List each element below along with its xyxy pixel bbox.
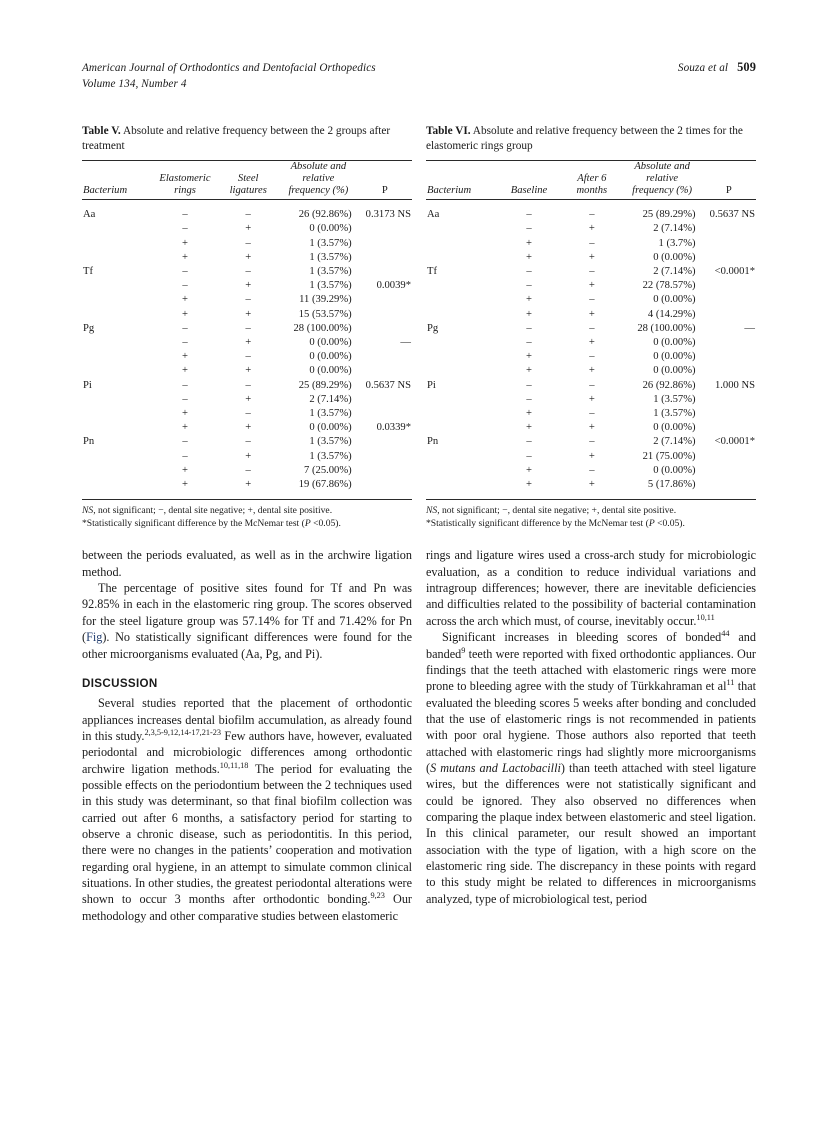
cell-bacterium: Pi — [427, 379, 436, 391]
cell-group-1: – — [526, 337, 532, 349]
paragraph-continuation: between the periods evaluated, as well as in the archwire ligation method. — [82, 548, 412, 579]
cell-bacterium: Pi — [83, 379, 92, 391]
cell-bacterium — [82, 251, 153, 265]
table-row — [82, 364, 412, 378]
cell-frequency: 1 (3.57%) — [309, 280, 352, 292]
th-frequency: Absolute and relative frequency (%) — [623, 161, 702, 200]
cell-group-1: + — [526, 251, 533, 263]
cell-bacterium: Pn — [83, 436, 95, 448]
cell-group-2: – — [245, 464, 251, 476]
th-bacterium: Bacterium — [82, 161, 153, 200]
table-row — [82, 464, 412, 478]
citation-ref[interactable]: 9 — [461, 645, 466, 655]
left-column — [82, 124, 412, 924]
cell-group-2: – — [245, 237, 251, 249]
cell-p-value — [702, 237, 756, 251]
cell-group-2: – — [245, 209, 251, 221]
cell-p-value — [702, 407, 756, 421]
volume-issue: Volume 134, Number 4 — [82, 77, 187, 90]
cell-group-1: + — [153, 478, 218, 500]
cell-p-value — [358, 435, 412, 449]
cell-frequency: 25 (89.29%) — [642, 209, 696, 221]
cell-bacterium — [82, 350, 153, 364]
cell-frequency: 2 (7.14%) — [653, 436, 696, 448]
cell-p-value — [358, 393, 412, 407]
cell-group-1: + — [181, 294, 188, 306]
cell-group-2: – — [245, 436, 251, 448]
cell-frequency: 1 (3.57%) — [309, 237, 352, 249]
cell-bacterium: Aa — [83, 209, 96, 221]
cell-group-1: – — [182, 266, 188, 277]
cell-frequency: 28 (100.00%) — [637, 322, 696, 334]
cell-bacterium — [82, 421, 153, 435]
table-row — [82, 379, 412, 393]
citation-ref[interactable]: 11 — [726, 678, 735, 688]
cell-frequency: 0 (0.00%) — [309, 223, 352, 235]
cell-group-2: + — [588, 308, 595, 320]
cell-bacterium — [82, 222, 153, 236]
cell-group-1: + — [181, 351, 188, 363]
table-row — [82, 322, 412, 336]
cell-p-value: <0.0001* — [714, 266, 755, 277]
cell-p-value: 0.3173 NS — [365, 209, 411, 221]
cell-frequency: 25 (89.29%) — [298, 379, 352, 391]
table-row — [82, 237, 412, 251]
table-row — [82, 350, 412, 364]
table-row — [82, 279, 412, 293]
cell-group-2: + — [588, 422, 595, 434]
cell-p-value: <0.0001* — [714, 436, 755, 448]
cell-bacterium — [82, 279, 153, 293]
cell-group-2: + — [245, 280, 252, 292]
table-row — [426, 478, 756, 500]
cell-group-1: – — [526, 436, 532, 448]
cell-frequency: 5 (17.86%) — [623, 478, 702, 500]
cell-p-value — [358, 478, 412, 500]
article-authors: Souza et al — [677, 62, 729, 74]
journal-title: American Journal of Orthodontics and Dentofacial Orthopedics — [82, 62, 376, 74]
cell-group-1: – — [526, 209, 532, 221]
cell-bacterium — [82, 393, 153, 407]
cell-frequency: 26 (92.86%) — [642, 379, 696, 391]
table-vi-label: Table VI. — [426, 125, 471, 137]
cell-group-2: + — [245, 223, 252, 235]
cell-group-2: + — [588, 223, 595, 235]
cell-bacterium — [82, 464, 153, 478]
cell-frequency: 7 (25.00%) — [304, 464, 352, 476]
th-bacterium: Bacterium — [426, 161, 497, 200]
cell-frequency: 1 (3.57%) — [309, 251, 352, 263]
cell-frequency: 0 (0.00%) — [653, 422, 696, 434]
cell-p-value — [358, 265, 412, 279]
th-group-1: Elastomeric rings — [153, 161, 218, 200]
cell-group-1: + — [181, 251, 188, 263]
cell-frequency: 22 (78.57%) — [642, 280, 696, 292]
table-row — [426, 222, 756, 236]
cell-p-value — [702, 450, 756, 464]
cell-p-value — [702, 350, 756, 364]
table-v-body — [82, 200, 412, 500]
cell-group-2: – — [245, 351, 251, 363]
cell-group-2: – — [245, 294, 251, 306]
cell-bacterium — [426, 407, 497, 421]
cell-bacterium — [426, 293, 497, 307]
cell-p-value — [702, 393, 756, 407]
cell-group-1: – — [182, 322, 188, 334]
table-v-caption — [82, 124, 412, 154]
right-column — [426, 124, 756, 924]
cell-frequency: 1 (3.57%) — [309, 266, 352, 277]
table-vi-footnote: NS, not significant; −, dental site negative; +, dental site positive. *Statistically significant difference by the McNemar test (P <0.05). — [426, 505, 685, 529]
table-row — [82, 308, 412, 322]
cell-p-value — [702, 251, 756, 265]
cell-bacterium — [426, 279, 497, 293]
th-baseline: Baseline — [497, 161, 561, 200]
page-number: 509 — [737, 60, 756, 74]
cell-group-1: – — [182, 280, 188, 292]
th-after-6-months: After 6 months — [561, 161, 623, 200]
cell-group-2: – — [589, 436, 595, 448]
table-row — [426, 364, 756, 378]
cell-group-2: + — [217, 478, 279, 500]
table-row — [82, 222, 412, 236]
paragraph-cross-arch: rings and ligature wires used a cross-arch study for microbiologic evaluation, as a condition to reduce individual variations and intragroup differences; however, there are inevitable deficiencies and difficulties related to the possibility of bacterial contamination across the arch which must, of course, inevitably occur.$^{10,11}$ — [426, 548, 756, 628]
two-column-layout — [82, 124, 756, 924]
cell-group-2: + — [245, 450, 252, 462]
cell-group-1: + — [526, 351, 533, 363]
table-row — [426, 435, 756, 449]
table-row — [426, 407, 756, 421]
cell-p-value: 0.0339* — [376, 422, 411, 434]
cell-group-2: – — [589, 351, 595, 363]
cell-frequency: 1 (3.57%) — [653, 393, 696, 405]
cell-frequency: 19 (67.86%) — [279, 478, 358, 500]
cell-p-value — [358, 251, 412, 265]
cell-bacterium — [426, 308, 497, 322]
cell-bacterium — [426, 421, 497, 435]
table-vi — [426, 160, 756, 500]
cell-frequency: 0 (0.00%) — [653, 337, 696, 349]
cell-frequency: 0 (0.00%) — [653, 351, 696, 363]
table-row — [82, 450, 412, 464]
cell-bacterium — [82, 407, 153, 421]
cell-group-1: + — [526, 422, 533, 434]
cell-frequency: 28 (100.00%) — [293, 322, 352, 334]
cell-group-1: – — [182, 393, 188, 405]
cell-p-value — [358, 222, 412, 236]
table-row — [82, 293, 412, 307]
cell-group-2: – — [589, 408, 595, 420]
cell-group-2: + — [588, 337, 595, 349]
cell-bacterium — [82, 478, 153, 500]
cell-frequency: 2 (7.14%) — [653, 223, 696, 235]
cell-bacterium: Tf — [427, 266, 437, 277]
table-row — [426, 450, 756, 464]
left-body-text — [82, 547, 412, 924]
cell-p-value — [702, 279, 756, 293]
citation-ref[interactable]: 9,23 — [370, 891, 385, 901]
cell-bacterium — [426, 237, 497, 251]
table-v-caption-text: Absolute and relative frequency between the 2 groups after treatment — [82, 125, 391, 153]
cell-frequency: 0 (0.00%) — [309, 351, 352, 363]
cell-p-value: 1.000 NS — [714, 379, 755, 391]
cell-bacterium — [426, 478, 497, 500]
cell-group-1: – — [526, 393, 532, 405]
cell-group-2: + — [245, 251, 252, 263]
cell-bacterium — [426, 364, 497, 378]
cell-frequency: 1 (3.57%) — [309, 450, 352, 462]
cell-bacterium — [426, 336, 497, 350]
table-row — [426, 251, 756, 265]
cell-group-1: + — [526, 408, 533, 420]
cell-group-2: + — [561, 478, 623, 500]
cell-group-1: + — [526, 308, 533, 320]
cell-group-2: – — [589, 322, 595, 334]
cell-group-1: + — [497, 478, 561, 500]
table-v-label: Table V. — [82, 125, 121, 137]
cell-bacterium: Pn — [427, 436, 439, 448]
cell-group-1: + — [181, 365, 188, 377]
cell-p-value — [702, 364, 756, 378]
cell-group-2: + — [588, 251, 595, 263]
paragraph-discussion-1: Several studies reported that the placement of orthodontic appliances increases dental biofilm accumulation, as already found in this study.$^{2,3,5-9,12,14-17,21-23}$ Few authors have, however, evaluated periodontal and microbiologic differences among orthodontic archwire ligation methods.$^{10,11,18}$ The period for evaluating the possible effects on the periodontium between the 2 techniques used in this study was determinant, so that final biofilm collection was carried out after 6 months, a satisfactory period for starting to observe a chronic disease, such as periodontitis. In this period, there were no changes in the patients’ cooperation and motivation regarding oral hygiene, in an attempt to simulate common clinical situations. In other studies, the greatest periodontal alterations were shown to occur 3 months after orthodontic bonding.$^{9,23}$ Our methodology and other comparative studies between elastomeric — [82, 696, 412, 923]
cell-p-value: — — [400, 337, 411, 349]
cell-group-1: + — [526, 237, 533, 249]
cell-group-1: + — [181, 422, 188, 434]
th-frequency: Absolute and relative frequency (%) — [279, 161, 358, 200]
cell-group-2: – — [245, 408, 251, 420]
cell-group-2: + — [245, 308, 252, 320]
cell-bacterium — [82, 293, 153, 307]
paragraph-bleeding-scores: Significant increases in bleeding scores of bonded$^{44}$ and banded$^9$ teeth were reported with fixed orthodontic appliances. Our findings that the teeth attached with elastomeric rings were more prone to bleeding agree with the study of Türkkahraman et $al^{11}$ that evaluated the bleeding scores 5 weeks after bonding and concluded that the use of elastomeric rings is not recommended in patients with poor oral hygiene. Those authors also reported that teeth attached with elastomeric rings had slightly more microorganisms (S mutans and Lactobacilli) than teeth attached with steel ligature wires, but the differences were not statistically significant and could be ignored. They also observed no differences when comparing the plaque index between elastomeric and steel ligation. In this clinical parameter, our result showed an important association with the type of ligation, with a high score on the elastomeric ring side. The discrepancy in these points with regard to this study might be related to differences in microorganisms analyzed, type of microbiological test, period — [426, 629, 756, 906]
cell-group-2: – — [589, 266, 595, 277]
cell-group-1: – — [526, 223, 532, 235]
cell-group-2: + — [588, 365, 595, 377]
cell-group-1: + — [181, 237, 188, 249]
cell-bacterium — [426, 450, 497, 464]
cell-group-1: + — [181, 408, 188, 420]
table-row — [426, 336, 756, 350]
running-head — [82, 60, 756, 91]
cell-frequency: 11 (39.29%) — [299, 294, 352, 306]
cell-group-2: – — [589, 209, 595, 221]
cell-p-value — [702, 464, 756, 478]
cell-p-value — [358, 407, 412, 421]
cell-group-2: – — [589, 379, 595, 391]
table-row — [82, 478, 412, 500]
cell-bacterium — [426, 350, 497, 364]
table-vi-caption-text: Absolute and relative frequency between the 2 times for the elastomeric rings group — [426, 125, 743, 153]
cell-frequency: 26 (92.86%) — [298, 209, 352, 221]
cell-group-2: – — [245, 266, 251, 277]
cell-group-1: – — [182, 209, 188, 221]
cell-p-value — [358, 308, 412, 322]
cell-p-value — [358, 322, 412, 336]
cell-bacterium: Aa — [427, 209, 440, 221]
cell-group-2: + — [245, 422, 252, 434]
table-v-footnote: NS, not significant; −, dental site negative; +, dental site positive. *Statistically significant difference by the McNemar test (P <0.05). — [82, 505, 341, 529]
cell-p-value — [702, 222, 756, 236]
cell-frequency: 21 (75.00%) — [642, 450, 696, 462]
cell-group-1: + — [181, 308, 188, 320]
cell-frequency: 0 (0.00%) — [309, 337, 352, 349]
cell-group-2: – — [245, 322, 251, 334]
cell-group-1: – — [182, 436, 188, 448]
cell-p-value — [702, 293, 756, 307]
th-p-value: P — [702, 161, 756, 200]
cell-p-value — [702, 478, 756, 500]
cell-frequency: 1 (3.57%) — [653, 408, 696, 420]
cell-group-1: + — [526, 464, 533, 476]
cell-bacterium — [426, 393, 497, 407]
table-row — [82, 393, 412, 407]
table-row — [426, 350, 756, 364]
th-p-value: P — [358, 161, 412, 200]
cell-frequency: 0 (0.00%) — [653, 464, 696, 476]
cell-frequency: 4 (14.29%) — [647, 308, 696, 320]
cell-p-value: — — [744, 322, 755, 334]
table-row — [426, 379, 756, 393]
cell-p-value — [358, 450, 412, 464]
citation-ref[interactable]: 44 — [721, 629, 730, 639]
cell-group-1: – — [182, 337, 188, 349]
cell-bacterium — [82, 308, 153, 322]
table-row — [426, 265, 756, 279]
cell-p-value — [358, 293, 412, 307]
cell-p-value: 0.0039* — [376, 280, 411, 292]
table-row — [82, 407, 412, 421]
cell-group-2: + — [588, 393, 595, 405]
cell-p-value: 0.5637 NS — [365, 379, 411, 391]
table-row — [426, 421, 756, 435]
cell-p-value — [702, 336, 756, 350]
cell-group-2: + — [245, 337, 252, 349]
cell-bacterium — [82, 364, 153, 378]
table-row — [426, 322, 756, 336]
th-group-2: Steel ligatures — [217, 161, 279, 200]
cell-p-value: 0.5637 NS — [709, 209, 755, 221]
cell-p-value — [358, 464, 412, 478]
cell-group-2: + — [588, 280, 595, 292]
cell-frequency: 15 (53.57%) — [298, 308, 352, 320]
cell-bacterium — [82, 450, 153, 464]
cell-group-1: – — [526, 450, 532, 462]
table-row — [426, 393, 756, 407]
table-vi-caption — [426, 124, 756, 154]
right-body-text — [426, 547, 756, 907]
species-name: S mutans and Lactobacilli — [430, 760, 561, 775]
cell-frequency: 2 (7.14%) — [309, 393, 352, 405]
table-row — [426, 200, 756, 223]
citation-ref[interactable]: 10,11 — [696, 612, 715, 622]
cell-group-1: – — [526, 322, 532, 334]
cell-group-2: – — [589, 464, 595, 476]
cell-frequency: 0 (0.00%) — [653, 294, 696, 306]
table-row — [82, 265, 412, 279]
citation-ref[interactable]: 2,3,5-9,12,14-17,21-23 — [144, 727, 222, 737]
discussion-heading: DISCUSSION — [82, 676, 158, 690]
table-row — [426, 293, 756, 307]
table-vi-body — [426, 200, 756, 500]
cell-group-1: – — [182, 223, 188, 235]
cell-bacterium — [426, 222, 497, 236]
table-row — [82, 251, 412, 265]
cell-group-2: – — [589, 237, 595, 249]
citation-ref[interactable]: 10,11,18 — [219, 760, 249, 770]
table-row — [426, 279, 756, 293]
table-v — [82, 160, 412, 500]
table-row — [426, 464, 756, 478]
cell-group-1: – — [526, 280, 532, 292]
cell-group-1: – — [526, 379, 532, 391]
cell-frequency: 0 (0.00%) — [309, 422, 352, 434]
cell-group-1: + — [526, 365, 533, 377]
cell-group-2: – — [589, 294, 595, 306]
table-row — [426, 237, 756, 251]
cell-frequency: 0 (0.00%) — [309, 365, 352, 377]
cell-bacterium: Pg — [83, 322, 95, 334]
cell-bacterium — [82, 237, 153, 251]
cell-group-2: + — [588, 450, 595, 462]
paragraph-percentages: The percentage of positive sites found for Tf and Pn was 92.85% in each in the elastomeric ring group. The scores observed for the steel ligature group was 57.14% for Tf and 71.42% for Pn (Fig). No statistically significant differences were found for the other microorganisms evaluated (Aa, Pg, and Pi). — [82, 581, 412, 661]
cell-p-value — [702, 421, 756, 435]
figure-crossref[interactable]: Fig — [86, 630, 103, 645]
cell-group-1: – — [182, 450, 188, 462]
cell-group-1: + — [181, 464, 188, 476]
cell-bacterium — [426, 464, 497, 478]
table-row — [82, 336, 412, 350]
cell-p-value — [702, 308, 756, 322]
cell-group-1: – — [182, 379, 188, 391]
cell-frequency: 0 (0.00%) — [653, 251, 696, 263]
cell-frequency: 1 (3.57%) — [309, 436, 352, 448]
cell-frequency: 1 (3.7%) — [658, 237, 696, 249]
cell-group-2: + — [245, 393, 252, 405]
cell-group-2: + — [245, 365, 252, 377]
cell-group-1: – — [526, 266, 532, 277]
table-row — [82, 421, 412, 435]
cell-p-value — [358, 350, 412, 364]
cell-bacterium: Pg — [427, 322, 439, 334]
cell-bacterium — [426, 251, 497, 265]
cell-p-value — [358, 237, 412, 251]
cell-p-value — [358, 364, 412, 378]
cell-group-2: – — [245, 379, 251, 391]
cell-bacterium: Tf — [83, 266, 93, 277]
cell-frequency: 0 (0.00%) — [653, 365, 696, 377]
cell-group-1: + — [526, 294, 533, 306]
table-row — [426, 308, 756, 322]
cell-frequency: 2 (7.14%) — [653, 266, 696, 277]
cell-bacterium — [82, 336, 153, 350]
table-row — [82, 200, 412, 223]
cell-frequency: 1 (3.57%) — [309, 408, 352, 420]
table-row — [82, 435, 412, 449]
